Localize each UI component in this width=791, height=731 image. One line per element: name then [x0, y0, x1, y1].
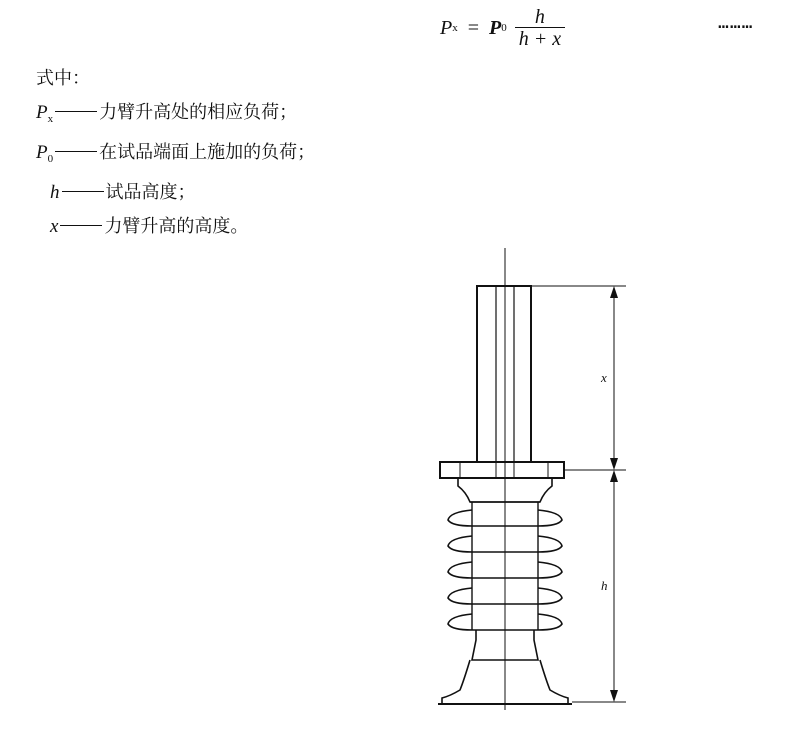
legend-dash [55, 111, 97, 112]
formula-lhs-symbol: P [440, 16, 453, 39]
formula-rhs-symbol: P [489, 16, 502, 39]
formula-denominator: h + x [515, 27, 565, 50]
legend-text: 力臂升高的高度。 [104, 216, 249, 237]
symbol-legend [36, 62, 315, 244]
formula [440, 6, 565, 50]
legend-symbol: $P_0$ [36, 142, 54, 165]
legend-text: 试品高度； [105, 182, 196, 203]
legend-item-h [36, 176, 315, 210]
dimension-label-x: x [601, 370, 607, 385]
dimension-label-h: h [601, 578, 608, 593]
formula-rhs-subscript: 0 [501, 22, 507, 34]
legend-symbol: $P_x$ [36, 102, 54, 125]
legend-item-x [36, 210, 315, 244]
legend-item-p0 [36, 136, 315, 176]
legend-symbol: h [50, 182, 60, 203]
insulator-drawing [420, 240, 660, 710]
legend-dash [60, 225, 102, 226]
formula-numerator: h [534, 5, 545, 28]
legend-symbol: x [50, 216, 59, 237]
legend-text: 在试品端面上施加的负荷； [99, 142, 316, 163]
formula-lhs-subscript: x [452, 22, 458, 34]
legend-item-px [36, 96, 315, 136]
legend-text: 力臂升高处的相应负荷； [99, 102, 298, 123]
formula-fraction [515, 7, 565, 50]
legend-intro: 式中： [36, 68, 90, 89]
formula-leader-dots: ……… [718, 12, 754, 33]
top-flange [440, 462, 564, 478]
formula-equals: = [467, 16, 479, 39]
lever-arm-rod [477, 286, 531, 462]
legend-dash [55, 151, 97, 152]
legend-dash [62, 191, 104, 192]
